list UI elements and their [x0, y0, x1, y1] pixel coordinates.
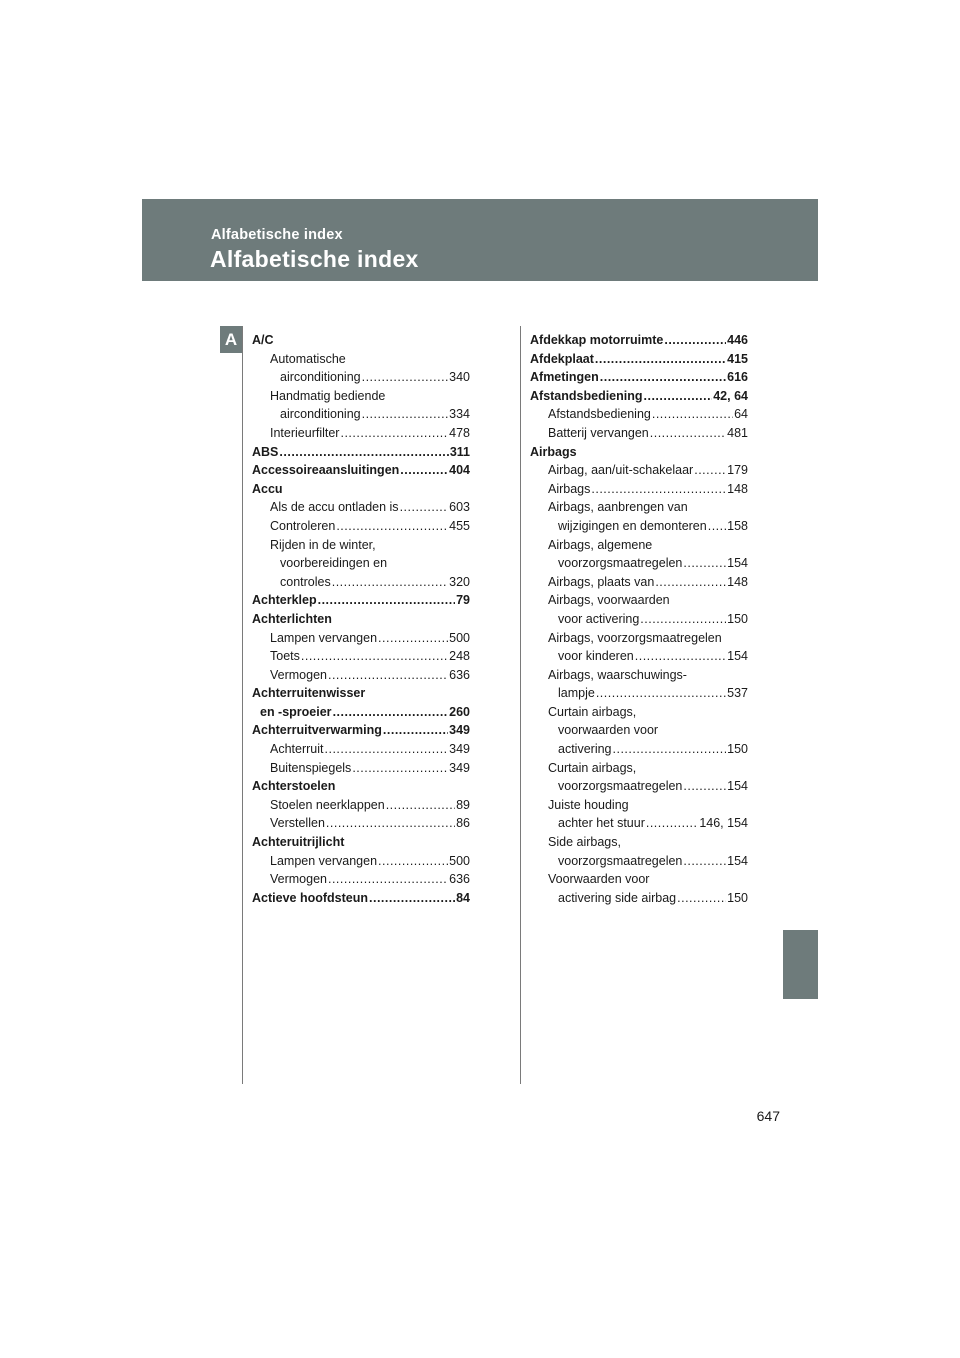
index-entry-text: Juiste houding: [548, 797, 629, 812]
index-entry-text: Airbags, aanbrengen van: [548, 500, 688, 515]
index-entry: [530, 591, 748, 610]
index-entry: [252, 870, 470, 889]
index-entry: [530, 480, 748, 499]
index-entry: [252, 517, 470, 536]
index-entry-text: Side airbags,: [548, 835, 621, 850]
index-entry: [252, 796, 470, 815]
index-entry: [252, 331, 470, 350]
index-entry: [252, 777, 470, 796]
index-entry-text: achter het stuur: [558, 816, 645, 831]
dot-leader: [600, 368, 726, 387]
index-entry-text: voorzorgsmaatregelen: [558, 853, 683, 868]
index-entry-text: voor activering: [558, 611, 640, 626]
index-entry: [530, 684, 748, 703]
index-entry: [252, 480, 470, 499]
dot-leader: [683, 777, 726, 796]
index-entry: [530, 498, 748, 517]
index-page-ref: 415: [727, 351, 748, 366]
index-entry: [530, 647, 748, 666]
section-header: [142, 199, 818, 281]
index-page-ref: 500: [449, 853, 470, 868]
dot-leader: [613, 740, 727, 759]
index-page-ref: 636: [449, 872, 470, 887]
index-page-ref: 616: [727, 370, 748, 385]
index-page-ref: 79: [456, 593, 470, 608]
index-entry: [530, 777, 748, 796]
index-entry-text: Achterklep: [252, 593, 317, 608]
index-entry: [252, 759, 470, 778]
dot-leader: [336, 517, 448, 536]
index-entry-text: Accessoireaansluitingen: [252, 463, 400, 478]
index-entry-text: Afdekplaat: [530, 351, 594, 366]
index-entry: [530, 703, 748, 722]
index-entry: [252, 536, 470, 555]
index-entry-text: activering side airbag: [558, 890, 677, 905]
dot-leader: [279, 443, 448, 462]
dot-leader: [646, 814, 698, 833]
index-entry: [530, 443, 748, 462]
index-column-left: [252, 331, 470, 907]
index-entry: [530, 610, 748, 629]
column-divider-middle: [520, 326, 521, 1084]
dot-leader: [328, 870, 448, 889]
index-entry-text: Lampen vervangen: [270, 630, 378, 645]
dot-leader: [655, 573, 726, 592]
index-entry-text: Achteruitrijlicht: [252, 835, 345, 850]
index-entry: [252, 610, 470, 629]
index-entry: [252, 740, 470, 759]
dot-leader: [340, 424, 448, 443]
dot-leader: [683, 852, 726, 871]
dot-leader: [332, 573, 448, 592]
index-page-ref: 154: [727, 779, 748, 794]
index-entry-text: controles: [280, 574, 331, 589]
index-entry-text: voorwaarden voor: [558, 723, 659, 738]
index-entry-text: A/C: [252, 333, 274, 347]
index-entry: [530, 405, 748, 424]
section-label: Alfabetische index: [211, 227, 343, 243]
index-page-ref: 260: [449, 704, 470, 719]
dot-leader: [301, 647, 448, 666]
index-entry-text: Airbags: [548, 481, 591, 496]
index-entry-text: voorbereidingen en: [280, 556, 388, 571]
index-entry-text: Batterij vervangen: [548, 425, 649, 440]
index-entry: [252, 350, 470, 369]
index-page-ref: 148: [727, 574, 748, 589]
index-page-ref: 481: [727, 425, 748, 440]
index-page-ref: 349: [449, 760, 470, 775]
index-entry-text: Rijden in de winter,: [270, 537, 376, 552]
index-column-right: [530, 331, 748, 907]
index-entry-text: voorzorgsmaatregelen: [558, 556, 683, 571]
index-entry-text: Als de accu ontladen is: [270, 500, 399, 515]
index-entry: [530, 517, 748, 536]
index-page-ref: 404: [449, 463, 470, 478]
index-page-ref: 349: [449, 723, 470, 738]
index-entry: [530, 629, 748, 648]
index-entry: [530, 331, 748, 350]
index-entry-text: Achterruit: [270, 742, 324, 757]
index-page-ref: 84: [456, 890, 470, 905]
index-entry: [252, 666, 470, 685]
index-entry-text: Stoelen neerklappen: [270, 797, 385, 812]
index-page-ref: 334: [449, 407, 470, 422]
index-entry-text: Handmatig bediende: [270, 388, 386, 403]
index-entry-text: Airbag, aan/uit-schakelaar: [548, 463, 694, 478]
index-entry-text: Airbags, plaats van: [548, 574, 655, 589]
index-entry-text: Voorwaarden voor: [548, 872, 650, 887]
index-entry: [252, 461, 470, 480]
index-entry: [530, 573, 748, 592]
index-page-ref: 349: [449, 742, 470, 757]
index-page-ref: 154: [727, 556, 748, 571]
dot-leader: [694, 461, 726, 480]
index-page-ref: 636: [449, 667, 470, 682]
index-entry: [530, 833, 748, 852]
index-page-ref: 150: [727, 890, 748, 905]
index-page-ref: 537: [727, 686, 748, 701]
index-entry-text: Airbags, algemene: [548, 537, 653, 552]
index-page-ref: 455: [449, 518, 470, 533]
index-entry-text: airconditioning: [280, 370, 361, 385]
page-number: 647: [756, 1108, 780, 1124]
index-page-ref: 446: [727, 333, 748, 347]
dot-leader: [378, 852, 448, 871]
index-entry: [530, 368, 748, 387]
dot-leader: [318, 591, 455, 610]
dot-leader: [708, 517, 726, 536]
index-entry: [252, 852, 470, 871]
index-page-ref: 311: [449, 444, 470, 459]
index-entry-text: Actieve hoofdsteun: [252, 890, 368, 905]
index-page-ref: 248: [449, 649, 470, 664]
index-page-ref: 86: [456, 816, 470, 831]
index-page-ref: 154: [727, 649, 748, 664]
index-entry: [252, 424, 470, 443]
index-entry: [530, 387, 748, 406]
index-page-ref: 150: [727, 742, 748, 757]
index-entry-text: Airbags, waarschuwings-: [548, 667, 687, 682]
index-entry-text: Vermogen: [270, 872, 327, 887]
index-page-ref: 154: [727, 853, 748, 868]
index-page-ref: 148: [727, 481, 748, 496]
index-entry-text: Automatische: [270, 351, 346, 366]
index-entry-text: voor kinderen: [558, 649, 634, 664]
index-entry: [252, 889, 470, 908]
dot-leader: [644, 387, 713, 406]
index-page-ref: 150: [727, 611, 748, 626]
index-entry-text: Curtain airbags,: [548, 704, 637, 719]
index-entry: [530, 461, 748, 480]
column-divider-left: [242, 326, 243, 1084]
index-entry-text: voorzorgsmaatregelen: [558, 779, 683, 794]
dot-leader: [652, 405, 733, 424]
index-entry-text: Achterruitenwisser: [252, 686, 366, 701]
index-entry: [252, 647, 470, 666]
index-entry-text: wijzigingen en demonteren: [558, 518, 707, 533]
index-entry: [530, 666, 748, 685]
index-entry: [252, 703, 470, 722]
dot-leader: [635, 647, 726, 666]
index-entry: [530, 870, 748, 889]
index-entry: [252, 405, 470, 424]
index-entry: [252, 387, 470, 406]
dot-leader: [650, 424, 726, 443]
index-entry: [252, 684, 470, 703]
index-page-ref: 89: [456, 797, 470, 812]
dot-leader: [386, 796, 455, 815]
index-entry-text: Afmetingen: [530, 370, 599, 385]
index-page-ref: 146, 154: [699, 816, 748, 831]
index-entry: [530, 889, 748, 908]
dot-leader: [352, 759, 448, 778]
index-entry-text: Achterstoelen: [252, 779, 336, 794]
index-entry: [530, 721, 748, 740]
index-entry: [530, 740, 748, 759]
index-entry-text: Airbags, voorzorgsmaatregelen: [548, 630, 722, 645]
index-page-ref: 478: [449, 425, 470, 440]
index-entry: [252, 591, 470, 610]
index-entry: [530, 852, 748, 871]
index-entry: [530, 759, 748, 778]
index-entry-text: Airbags, voorwaarden: [548, 593, 670, 608]
dot-leader: [595, 350, 726, 369]
dot-leader: [677, 889, 726, 908]
dot-leader: [362, 368, 449, 387]
index-page-ref: 42, 64: [713, 388, 748, 403]
index-entry-text: airconditioning: [280, 407, 361, 422]
index-entry-text: Afdekkap motorruimte: [530, 333, 664, 347]
index-entry-text: Buitenspiegels: [270, 760, 352, 775]
page-title: Alfabetische index: [210, 246, 419, 272]
index-entry: [530, 796, 748, 815]
dot-leader: [400, 498, 449, 517]
dot-leader: [328, 666, 448, 685]
dot-leader: [362, 405, 449, 424]
index-entry-text: lampje: [558, 686, 595, 701]
index-page-ref: 158: [727, 518, 748, 533]
index-entry: [252, 629, 470, 648]
index-entry-text: Controleren: [270, 518, 336, 533]
index-entry: [530, 814, 748, 833]
index-entry: [252, 833, 470, 852]
index-page-ref: 500: [449, 630, 470, 645]
index-entry-text: en -sproeier: [260, 704, 332, 719]
index-page-ref: 603: [449, 500, 470, 515]
index-entry: [252, 721, 470, 740]
index-entry: [252, 573, 470, 592]
index-entry: [530, 554, 748, 573]
dot-leader: [596, 684, 726, 703]
dot-leader: [664, 331, 726, 350]
index-entry-text: Afstandsbediening: [548, 407, 651, 422]
dot-leader: [325, 740, 449, 759]
index-entry: [252, 498, 470, 517]
index-page-ref: 179: [727, 463, 748, 478]
dot-leader: [591, 480, 726, 499]
index-page-ref: 340: [449, 370, 470, 385]
index-entry: [252, 814, 470, 833]
dot-leader: [400, 461, 448, 480]
index-entry-text: Lampen vervangen: [270, 853, 378, 868]
dot-leader: [369, 889, 455, 908]
chapter-thumb-tab: [783, 930, 818, 999]
dot-leader: [378, 629, 448, 648]
index-page-ref: 64: [734, 407, 748, 422]
index-entry: [252, 443, 470, 462]
index-letter-tab: A: [220, 326, 242, 353]
index-entry-text: Verstellen: [270, 816, 325, 831]
dot-leader: [326, 814, 455, 833]
index-page-ref: 320: [449, 574, 470, 589]
index-entry: [530, 536, 748, 555]
dot-leader: [640, 610, 726, 629]
index-entry-text: activering: [558, 742, 612, 757]
index-entry-text: Airbags: [530, 444, 577, 459]
index-entry: [252, 554, 470, 573]
dot-leader: [333, 703, 449, 722]
index-entry-text: Curtain airbags,: [548, 760, 637, 775]
index-entry: [530, 424, 748, 443]
index-entry-text: ABS: [252, 444, 279, 459]
index-entry-text: Achterruitverwarming: [252, 723, 382, 738]
index-entry-text: Interieurfilter: [270, 425, 340, 440]
index-entry: [530, 350, 748, 369]
index-entry-text: Toets: [270, 649, 300, 664]
index-entry-text: Accu: [252, 481, 283, 496]
dot-leader: [683, 554, 726, 573]
index-entry-text: Afstandsbediening: [530, 388, 643, 403]
index-entry-text: Achterlichten: [252, 611, 332, 626]
dot-leader: [383, 721, 448, 740]
index-entry: [252, 368, 470, 387]
index-entry-text: Vermogen: [270, 667, 327, 682]
